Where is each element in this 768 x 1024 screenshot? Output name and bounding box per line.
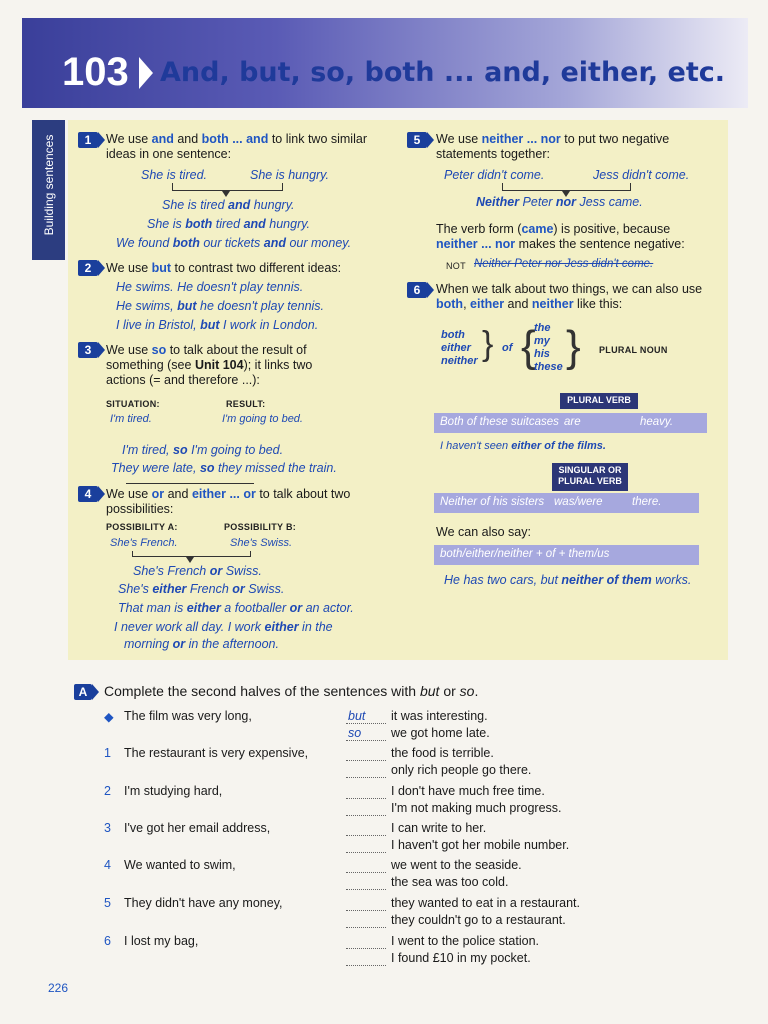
example: Peter didn't come. xyxy=(444,168,545,182)
section-5-note: The verb form (came) is positive, because neither ... nor makes the sentence negative: xyxy=(436,222,685,251)
unit-title: And, but, so, both ... and, either, etc. xyxy=(160,57,725,88)
example: He has two cars, but neither of them works. xyxy=(444,573,692,587)
caption: SITUATION: xyxy=(106,399,160,409)
sentence-second-half: I haven't got her mobile number. xyxy=(391,838,570,852)
example: I'm tired, so I'm going to bed. xyxy=(122,443,284,457)
example: She is both tired and hungry. xyxy=(147,217,311,231)
caption: POSSIBILITY A: xyxy=(106,522,178,532)
sentence-first-half: The restaurant is very expensive, xyxy=(124,746,309,760)
example: He swims, but he doesn't play tennis. xyxy=(116,299,325,313)
section-4-text: We use or and either ... or to talk about two possibilities: xyxy=(106,487,351,516)
sentence-first-half: I'm studying hard, xyxy=(124,784,223,798)
determiner: these xyxy=(534,361,563,373)
example: She is tired and hungry. xyxy=(162,198,295,212)
section-badge-6: 6 xyxy=(407,282,427,298)
answer-blank[interactable] xyxy=(346,915,386,928)
section-5-text: We use neither ... nor to put two negative statements together: xyxy=(436,132,670,161)
exercise-badge: A xyxy=(74,684,92,700)
left-brace-icon: { xyxy=(521,322,536,371)
sentence-first-half: I've got her email address, xyxy=(124,821,271,835)
side-tab xyxy=(32,120,65,260)
unit-arrow-icon xyxy=(139,57,153,89)
sentence-second-half: they couldn't go to a restaurant. xyxy=(391,913,566,927)
example: morning or in the afternoon. xyxy=(124,637,279,651)
example: They were late, so they missed the train. xyxy=(111,461,337,475)
example: Jess didn't come. xyxy=(593,168,690,182)
sentence-first-half: I lost my bag, xyxy=(124,934,199,948)
sentence-second-half: the sea was too cold. xyxy=(391,875,509,889)
determiner: his xyxy=(534,348,550,360)
sentence-second-half: I can write to her. xyxy=(391,821,487,835)
example: I never work all day. I work either in the xyxy=(114,620,333,634)
exercise-heading: Complete the second halves of the sentences with but or so. xyxy=(104,683,479,699)
connector-line xyxy=(126,483,254,484)
right-brace-icon: } xyxy=(482,325,494,363)
incorrect-example: Neither Peter nor Jess didn't come. xyxy=(474,258,654,270)
example: That man is either a footballer or an actor. xyxy=(118,601,354,615)
page-number: 226 xyxy=(48,981,69,995)
arrow-down-icon xyxy=(222,191,230,197)
unit-number: 103 xyxy=(62,50,129,94)
answer-blank[interactable] xyxy=(346,823,386,836)
item-number: 2 xyxy=(104,784,111,798)
example: I'm going to bed. xyxy=(222,413,303,425)
example: I live in Bristol, but I work in London. xyxy=(116,318,319,332)
plural-verb-label: PLURAL VERB xyxy=(560,393,638,409)
sentence-second-half: it was interesting. xyxy=(391,709,488,723)
answer-blank[interactable] xyxy=(346,898,386,911)
example: She is tired. xyxy=(141,168,208,182)
determiner: my xyxy=(534,335,550,347)
section-6-text: When we talk about two things, we can also use both, either and neither like this: xyxy=(436,282,703,311)
item-number: ◆ xyxy=(104,710,114,724)
sentence-second-half: they wanted to eat in a restaurant. xyxy=(391,896,581,910)
example: I'm tired. xyxy=(110,413,152,425)
example: She's French or Swiss. xyxy=(133,564,262,578)
side-tab-label: Building sentences xyxy=(42,134,56,236)
sentence-second-half: I don't have much free time. xyxy=(391,784,545,798)
item-number: 5 xyxy=(104,896,111,910)
answer-blank[interactable] xyxy=(346,860,386,873)
sentence-second-half: I went to the police station. xyxy=(391,934,540,948)
example-strip: Both of these suitcases are heavy. xyxy=(434,413,707,433)
determiner: the xyxy=(534,322,551,334)
caption: RESULT: xyxy=(226,399,266,409)
answer-blank[interactable] xyxy=(346,877,386,890)
sentence-second-half: we got home late. xyxy=(391,726,490,740)
not-label: NOT xyxy=(446,261,466,271)
singular-or-plural-verb-label: SINGULAR OR PLURAL VERB xyxy=(552,463,628,491)
sentence-second-half: I found £10 in my pocket. xyxy=(391,951,531,965)
example: He swims. He doesn't play tennis. xyxy=(116,280,304,294)
answer-blank[interactable] xyxy=(346,786,386,799)
right-brace-icon: } xyxy=(566,322,581,371)
sentence-first-half: We wanted to swim, xyxy=(124,858,236,872)
example: She's Swiss. xyxy=(230,537,293,549)
answer-blank[interactable] xyxy=(346,840,386,853)
example: I haven't seen either of the films. xyxy=(440,440,606,452)
answer-text: so xyxy=(348,726,362,740)
section-2-text: We use but to contrast two different ideas: xyxy=(106,261,342,275)
connector-line xyxy=(630,183,631,191)
answer-text: but xyxy=(348,709,366,723)
section-badge-4: 4 xyxy=(78,486,98,502)
caption: POSSIBILITY B: xyxy=(224,522,297,532)
answer-blank[interactable] xyxy=(346,765,386,778)
item-number: 4 xyxy=(104,858,111,872)
section-badge-1: 1 xyxy=(78,132,98,148)
example: We found both our tickets and our money. xyxy=(116,236,352,250)
section-badge-5: 5 xyxy=(407,132,427,148)
sentence-second-half: we went to the seaside. xyxy=(391,858,522,872)
sentence-second-half: the food is terrible. xyxy=(391,746,494,760)
answer-blank[interactable] xyxy=(346,803,386,816)
item-number: 6 xyxy=(104,934,111,948)
connector-line xyxy=(250,551,251,557)
section-1-text: We use and and both ... and to link two similar ideas in one sentence: xyxy=(106,132,367,161)
item-number: 3 xyxy=(104,821,111,835)
of-word: of xyxy=(502,342,513,354)
sentence-second-half: I'm not making much progress. xyxy=(391,801,562,815)
quantifier-neither: neither xyxy=(441,355,478,367)
quantifier-either: either xyxy=(441,342,471,354)
pattern-strip: both/either/neither + of + them/us xyxy=(434,545,699,565)
section-badge-3: 3 xyxy=(78,342,98,358)
section-3-text: We use so to talk about the result of something (see Unit 104); it links two actions (= and therefore ...): xyxy=(106,343,313,387)
example: She is hungry. xyxy=(250,168,329,182)
also-say-text: We can also say: xyxy=(436,525,531,539)
example: She's French. xyxy=(110,537,178,549)
arrow-down-icon xyxy=(186,557,194,563)
answer-blank[interactable] xyxy=(346,936,386,949)
sentence-first-half: They didn't have any money, xyxy=(124,896,283,910)
section-badge-2: 2 xyxy=(78,260,98,276)
item-number: 1 xyxy=(104,746,111,760)
sentence-second-half: only rich people go there. xyxy=(391,763,532,777)
answer-blank[interactable] xyxy=(346,748,386,761)
example-strip: Neither of his sisters was/were there. xyxy=(434,493,699,513)
example: Neither Peter nor Jess came. xyxy=(476,195,643,209)
plural-noun-label: PLURAL NOUN xyxy=(599,345,668,355)
connector-line xyxy=(282,183,283,191)
example: She's either French or Swiss. xyxy=(118,582,285,596)
sentence-first-half: The film was very long, xyxy=(124,709,252,723)
answer-blank[interactable] xyxy=(346,953,386,966)
quantifier-both: both xyxy=(441,329,465,341)
